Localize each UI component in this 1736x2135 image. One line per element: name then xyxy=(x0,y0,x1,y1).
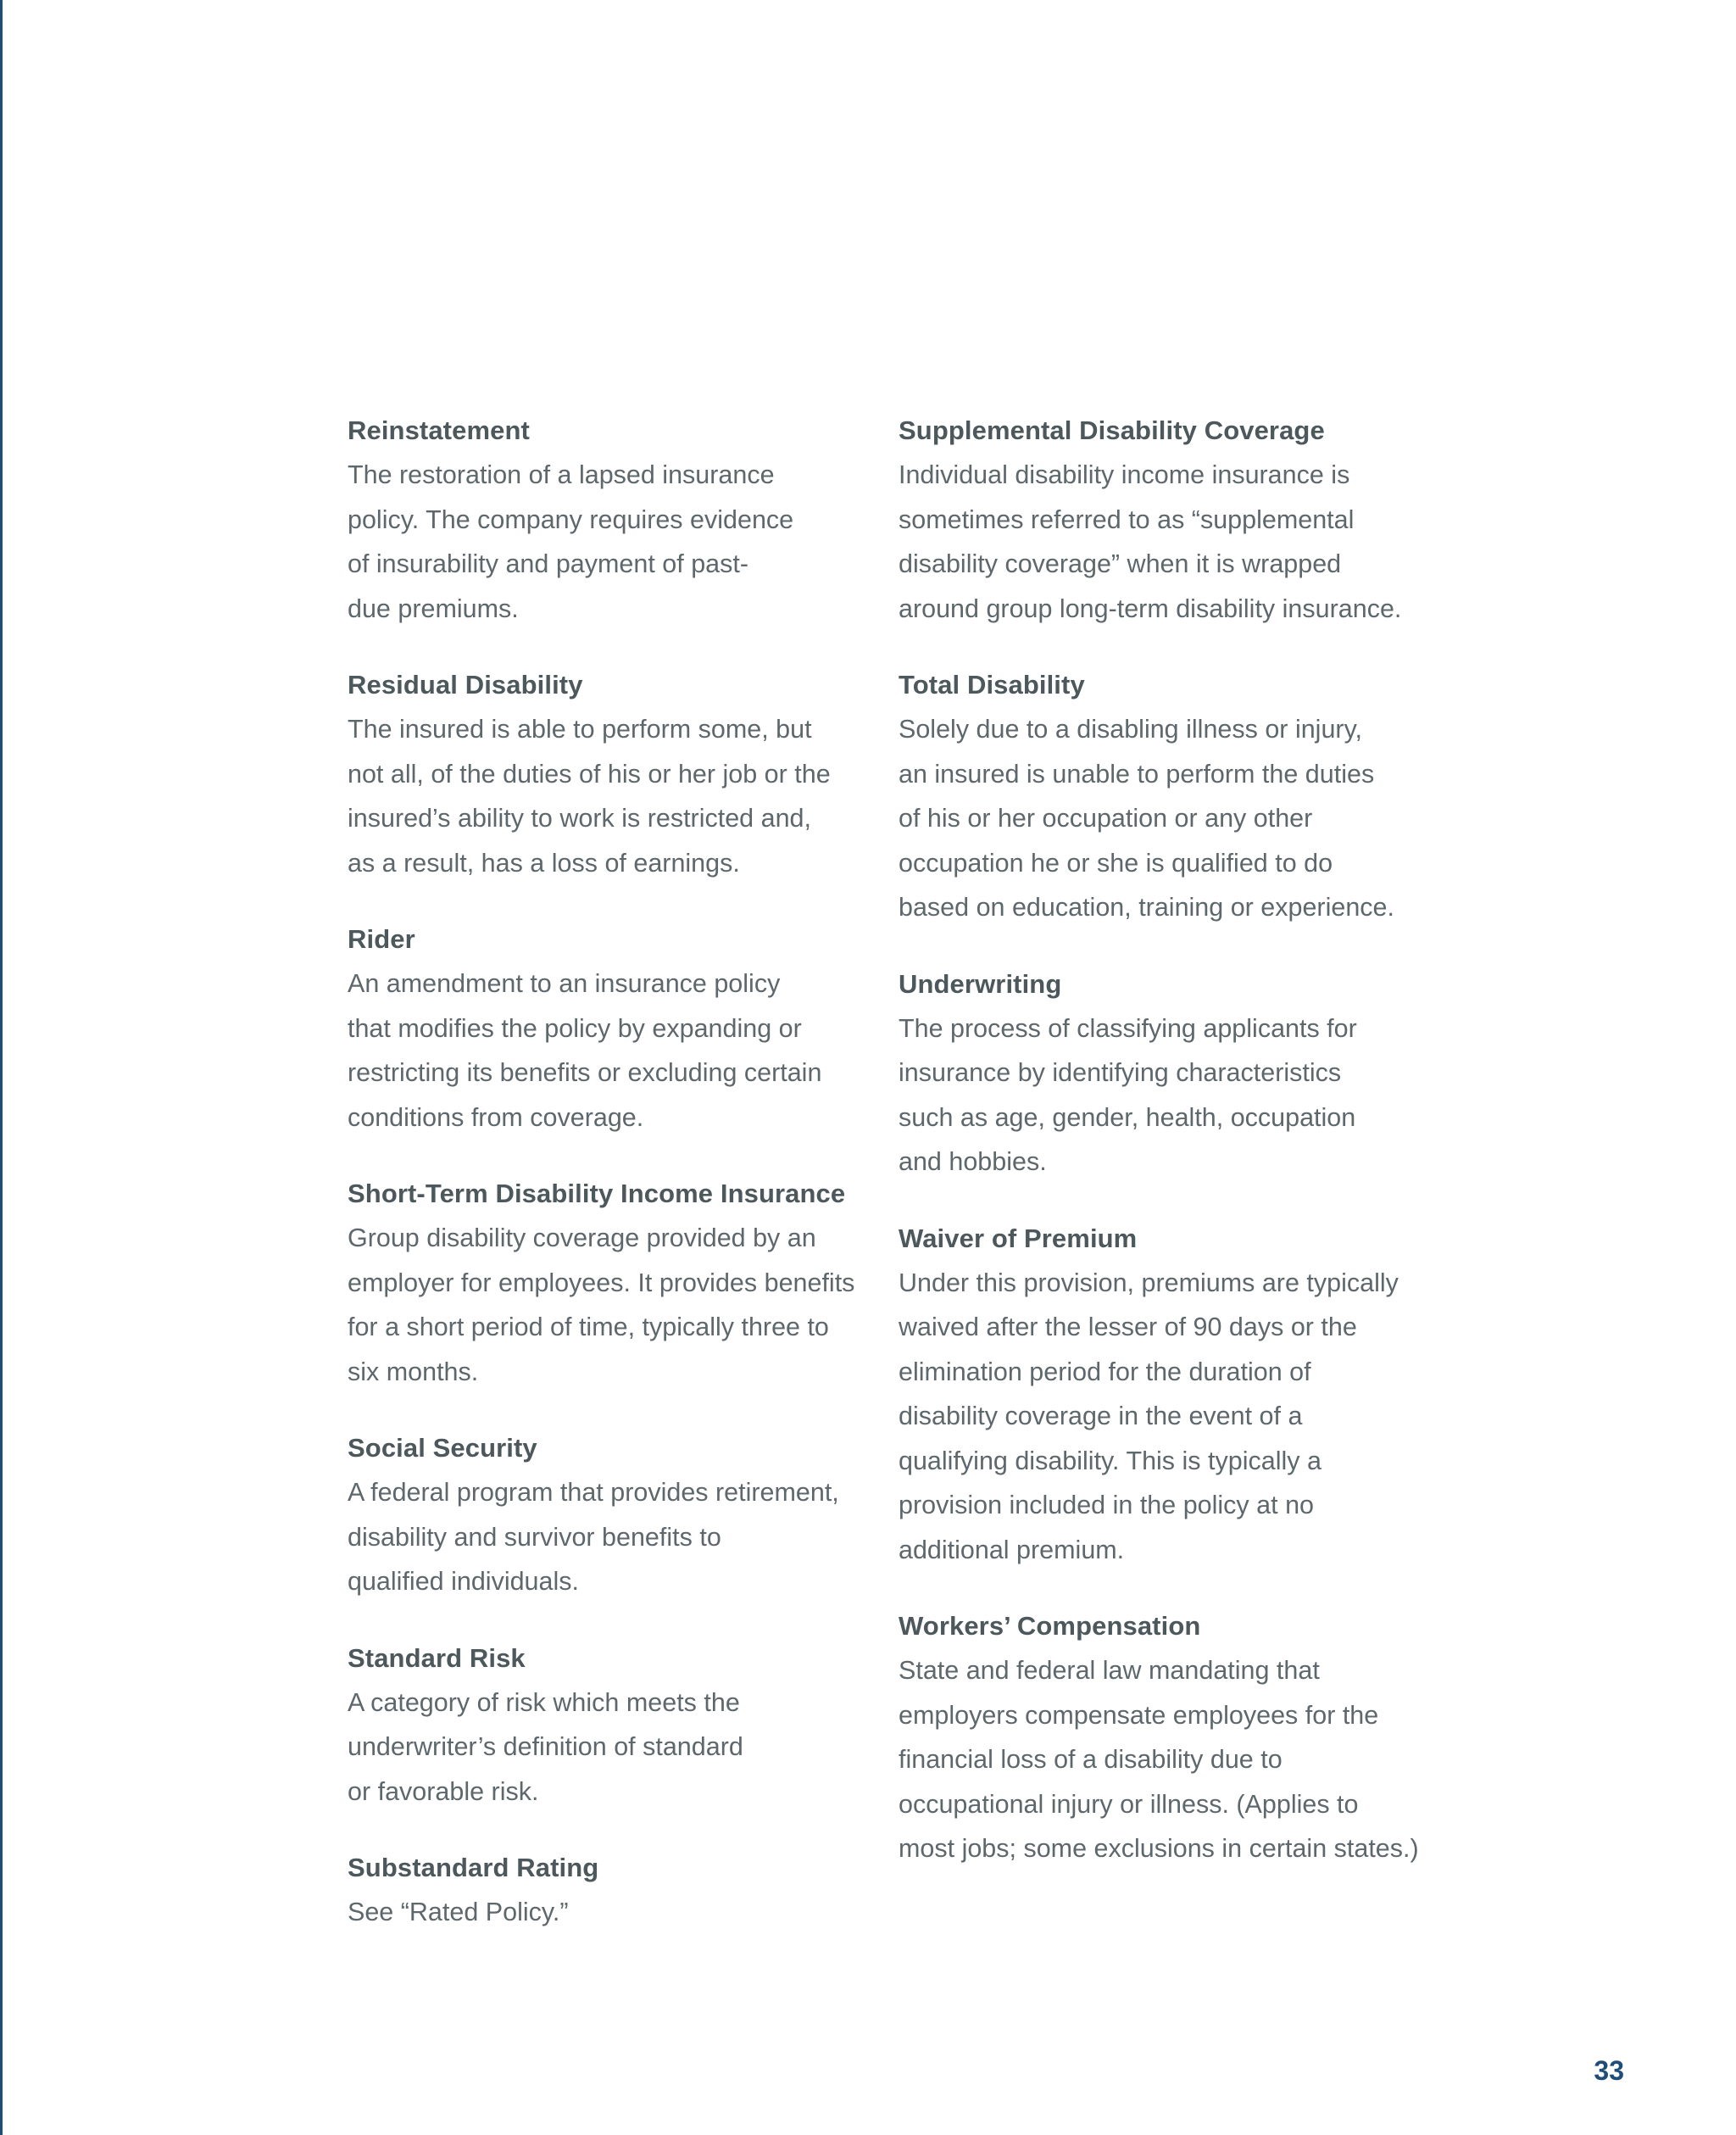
glossary-definition: A category of risk which meets the underwriter’s definition of standard or favorable risk. xyxy=(348,1687,743,1806)
glossary-definition: Solely due to a disabling illness or injury, an insured is unable to perform the duties of his or her occupation or any other occupation he or she is qualified to do based on education, training or experience. xyxy=(899,715,1394,922)
glossary-entry-short-term-disability xyxy=(348,1172,890,1394)
glossary-term: Standard Risk xyxy=(348,1642,526,1673)
glossary-definition: Individual disability income insurance is sometimes referred to as “supplemental disability coverage” when it is wrapped around group long-term disability insurance. xyxy=(899,460,1402,623)
glossary-term: Residual Disability xyxy=(348,670,583,700)
glossary-definition: A federal program that provides retirement, disability and survivor benefits to qualified individuals. xyxy=(348,1478,839,1596)
glossary-definition: Group disability coverage provided by an employer for employees. It provides benefits for a short period of time, typically three to six months. xyxy=(348,1224,855,1386)
glossary-right-column xyxy=(899,409,1441,1904)
glossary-entry-waiver-of-premium xyxy=(899,1217,1441,1573)
glossary-term: Total Disability xyxy=(899,670,1085,700)
glossary-definition: State and federal law mandating that employers compensate employees for the financial loss of a disability due to occupational injury or illness. (Applies to most jobs; some exclusions in certain states.) xyxy=(899,1656,1419,1863)
glossary-term: Supplemental Disability Coverage xyxy=(899,415,1325,445)
glossary-term: Social Security xyxy=(348,1433,537,1463)
glossary-definition: The process of classifying applicants for insurance by identifying characteristics such as age, gender, health, occupation and hobbies. xyxy=(899,1013,1357,1176)
glossary-term: Short-Term Disability Income Insurance xyxy=(348,1179,846,1208)
glossary-term: Rider xyxy=(348,924,415,954)
glossary-definition: The restoration of a lapsed insurance policy. The company requires evidence of insurability and payment of past- due premiums. xyxy=(348,460,794,623)
glossary-definition: An amendment to an insurance policy that modifies the policy by expanding or restricting its benefits or excluding certain conditions from coverage. xyxy=(348,969,822,1132)
glossary-left-column xyxy=(348,409,890,1967)
page-number: 33 xyxy=(1594,2055,1624,2086)
glossary-entry-substandard-rating xyxy=(348,1846,890,1935)
glossary-entry-reinstatement xyxy=(348,409,890,631)
glossary-term: Underwriting xyxy=(899,968,1062,999)
glossary-term: Reinstatement xyxy=(348,415,530,445)
glossary-entry-total-disability xyxy=(899,663,1441,930)
glossary-entry-workers-compensation xyxy=(899,1604,1441,1871)
glossary-definition: See “Rated Policy.” xyxy=(348,1898,569,1926)
glossary-entry-underwriting xyxy=(899,962,1441,1185)
glossary-definition: The insured is able to perform some, but not all, of the duties of his or her job or the insured’s ability to work is restricted and, as a result, has a loss of earnings. xyxy=(348,715,831,878)
page-edge-rule xyxy=(0,0,3,2135)
glossary-entry-rider xyxy=(348,917,890,1140)
glossary-term: Substandard Rating xyxy=(348,1853,599,1882)
glossary-term: Workers’ Compensation xyxy=(899,1611,1201,1641)
glossary-definition: Under this provision, premiums are typically waived after the lesser of 90 days or the elimination period for the duration of disability coverage in the event of a qualifying disability. This is typically a provision included in the policy at no additional premium. xyxy=(899,1268,1399,1564)
glossary-entry-standard-risk xyxy=(348,1636,890,1814)
glossary-entry-residual-disability xyxy=(348,663,890,885)
glossary-term: Waiver of Premium xyxy=(899,1223,1138,1253)
glossary-entry-supplemental-disability xyxy=(899,409,1441,631)
glossary-entry-social-security xyxy=(348,1426,890,1604)
